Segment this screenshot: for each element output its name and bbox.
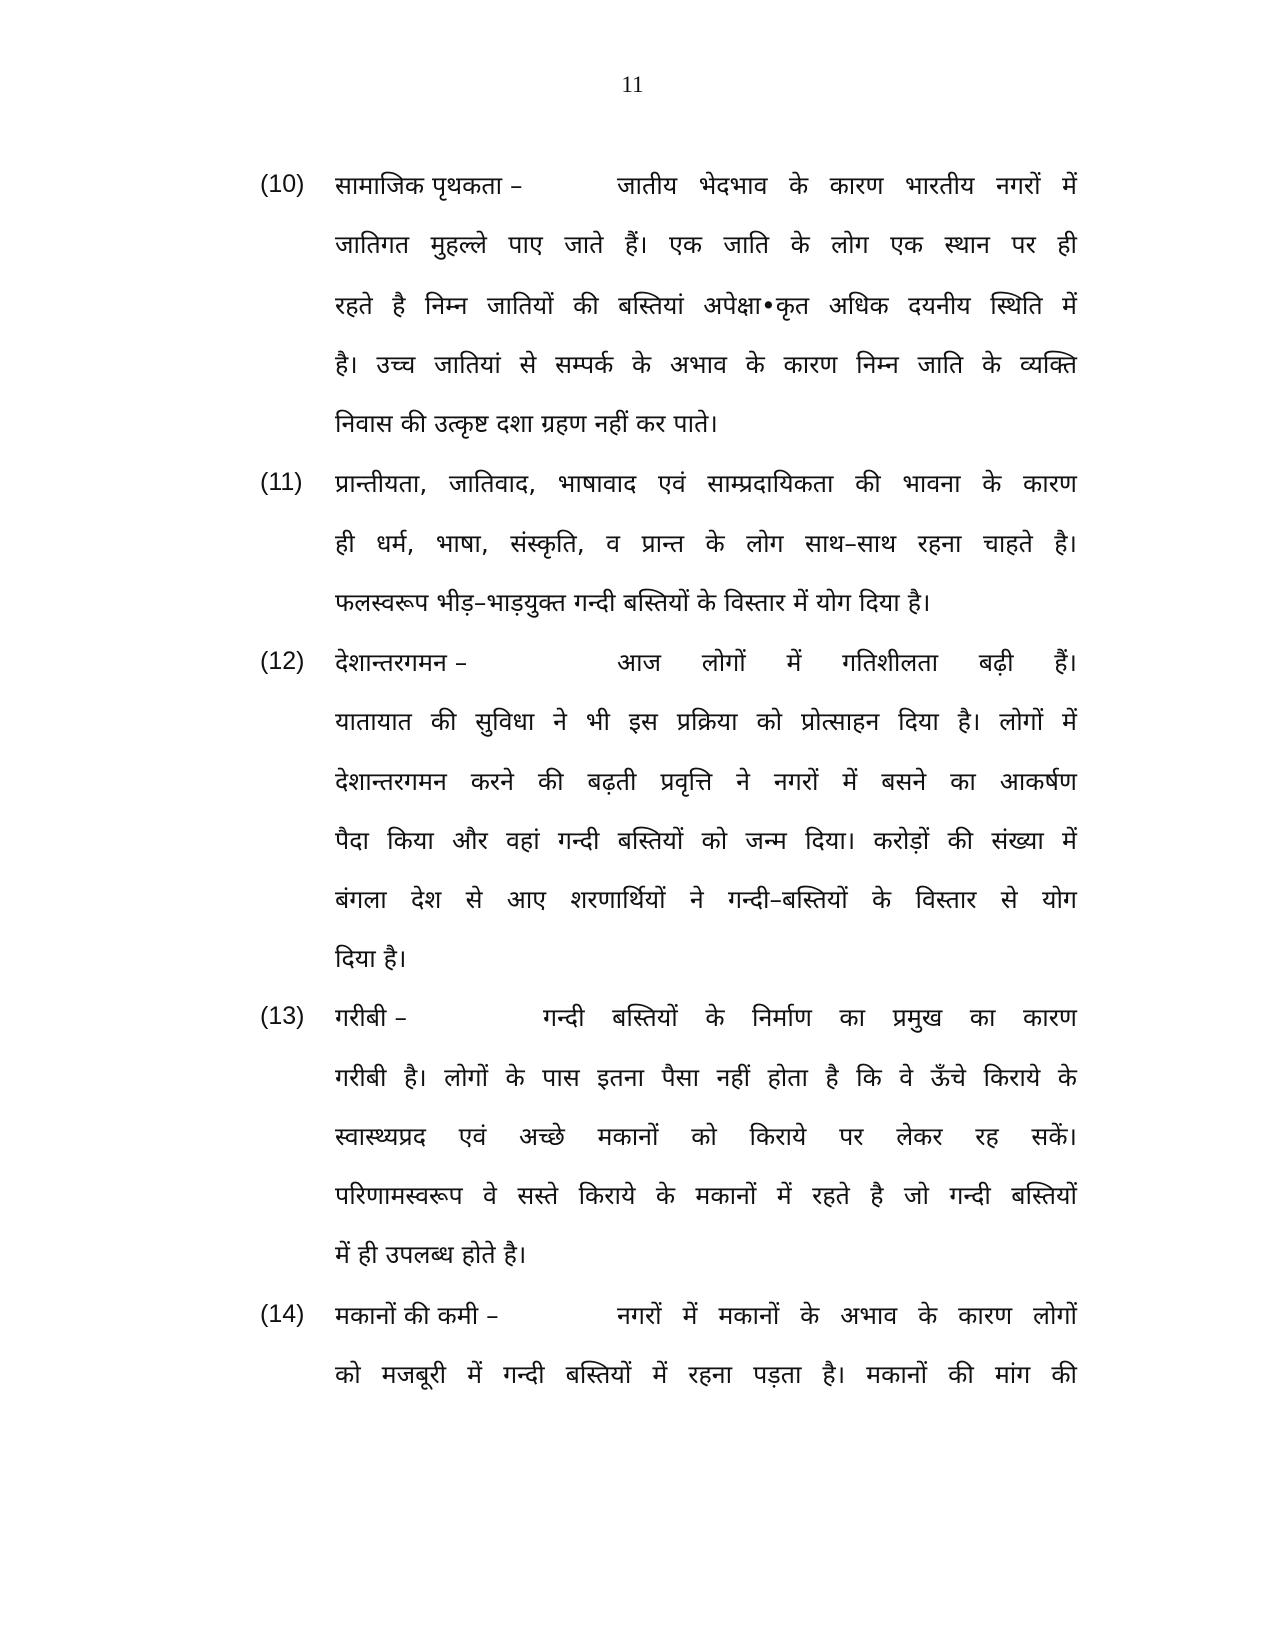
item-number: (11) xyxy=(260,468,303,496)
item-number: (10) xyxy=(260,170,305,198)
item-line: बंगला देश से आए शरणार्थियों ने गन्दी–बस्तियों के विस्तार से योग xyxy=(335,885,1077,914)
item-first-line-text: नगरों में मकानों के अभाव के कारण लोगों xyxy=(617,1301,1077,1330)
item-line: में ही उपलब्ध होते है। xyxy=(335,1240,527,1269)
item-heading: सामाजिक पृथकता – xyxy=(335,171,523,200)
item-heading: गरीबी – xyxy=(335,1003,407,1032)
item-line: रहते है निम्न जातियों की बस्तियां अपेक्षा•कृत अधिक दयनीय स्थिति में xyxy=(335,291,1077,320)
item-line: परिणामस्वरूप वे सस्ते किराये के मकानों में रहते है जो गन्दी बस्तियों xyxy=(335,1181,1077,1210)
item-line: फलस्वरूप भीड़–भाड़युक्त गन्दी बस्तियों के विस्तार में योग दिया है। xyxy=(335,588,931,617)
item-line: गरीबी है। लोगों के पास इतना पैसा नहीं होता है कि वे ऊँचे किराये के xyxy=(335,1063,1077,1092)
item-line: देशान्तरगमन करने की बढ़ती प्रवृत्ति ने नगरों में बसने का आकर्षण xyxy=(335,767,1077,796)
item-heading: मकानों की कमी – xyxy=(335,1301,499,1330)
item-line: निवास की उत्कृष्ट दशा ग्रहण नहीं कर पाते। xyxy=(335,409,718,438)
item-line: जातिगत मुहल्ले पाए जाते हैं। एक जाति के लोग एक स्थान पर ही xyxy=(335,230,1077,259)
item-heading: देशान्तरगमन – xyxy=(335,648,468,677)
item-line: पैदा किया और वहां गन्दी बस्तियों को जन्म दिया। करोड़ों की संख्या में xyxy=(335,826,1077,855)
item-number: (13) xyxy=(260,1002,305,1030)
page-number: 11 xyxy=(621,72,644,97)
item-number: (14) xyxy=(260,1300,305,1328)
item-line: को मजबूरी में गन्दी बस्तियों में रहना पड़ता है। मकानों की मांग की xyxy=(335,1360,1077,1389)
item-line: यातायात की सुविधा ने भी इस प्रक्रिया को प्रोत्साहन दिया है। लोगों में xyxy=(335,707,1077,736)
item-line: दिया है। xyxy=(335,944,407,973)
item-first-line-text: गन्दी बस्तियों के निर्माण का प्रमुख का कारण xyxy=(543,1003,1077,1032)
item-first-line: प्रान्तीयता, जातिवाद, भाषावाद एवं साम्प्रदायिकता की भावना के कारण xyxy=(335,469,1077,498)
item-line: है। उच्च जातियां से सम्पर्क के अभाव के कारण निम्न जाति के व्यक्ति xyxy=(335,350,1077,379)
item-first-line-text: आज लोगों में गतिशीलता बढ़ी हैं। xyxy=(617,648,1077,677)
item-first-line-text: जातीय भेदभाव के कारण भारतीय नगरों में xyxy=(617,171,1077,200)
item-line: ही धर्म, भाषा, संस्कृति, व प्रान्त के लोग साथ–साथ रहना चाहते है। xyxy=(335,529,1077,558)
item-line: स्वास्थ्यप्रद एवं अच्छे मकानों को किराये पर लेकर रह सकें। xyxy=(335,1122,1077,1151)
item-number: (12) xyxy=(260,647,305,675)
